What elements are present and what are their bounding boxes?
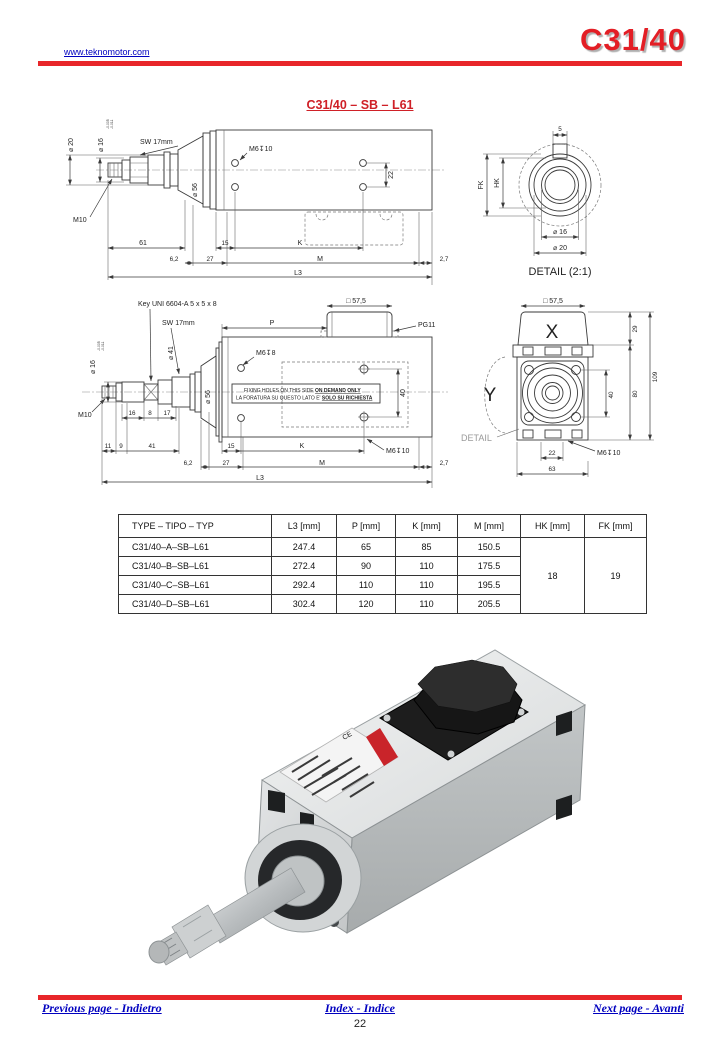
front-dim-80: 80	[632, 390, 639, 398]
side-m10-label: M10	[73, 217, 87, 224]
mid-m6-8: M6↧8	[256, 350, 276, 357]
mid-sw-label: SW 17mm	[162, 320, 195, 327]
mid-dim-62: 6,2	[183, 460, 193, 467]
side-view-drawing	[55, 118, 460, 290]
mid-sq57: □ 57,5	[346, 298, 366, 305]
mid-dia41: ⌀ 41	[168, 346, 175, 360]
front-dim-109: 109	[652, 371, 659, 383]
mid-m6-10: M6↧10	[386, 448, 410, 455]
mid-dim-k: K	[299, 443, 305, 450]
table-row: C31/40–B–SB–L61 272.4 90 110 175.5	[119, 557, 647, 576]
front-dim-40: 40	[608, 391, 615, 399]
spec-table	[118, 514, 647, 614]
mid-view-drawing	[55, 295, 460, 495]
col-k: K [mm]	[396, 515, 458, 538]
side-dia16: ⌀ 16	[98, 138, 105, 152]
drawing-title: C31/40 – SB – L61	[306, 98, 414, 112]
side-sw-label: SW 17mm	[140, 139, 173, 146]
mid-dim-27b: 2,7	[439, 460, 449, 467]
mid-dim-40: 40	[400, 389, 407, 397]
side-dim-27: 27	[206, 256, 214, 263]
detail-fk: FK	[478, 180, 485, 190]
spindle-shaft	[149, 824, 361, 965]
mid-m10: M10	[78, 412, 92, 419]
front-dim-63: 63	[548, 466, 556, 473]
side-dim-m: M	[317, 256, 323, 263]
mid-dim-41: 41	[148, 443, 156, 450]
col-p: P [mm]	[337, 515, 396, 538]
detail-view-drawing	[460, 118, 675, 290]
table-row: C31/40–D–SB–L61 302.4 120 110 205.5	[119, 595, 647, 614]
front-dim-29: 29	[632, 325, 639, 333]
col-hk: HK [mm]	[521, 515, 585, 538]
col-type: TYPE – TIPO – TYP	[119, 515, 272, 538]
front-view-drawing	[460, 295, 675, 495]
footer-rule	[38, 995, 682, 1000]
side-dim-k: K	[297, 240, 303, 247]
mid-dim-11: 11	[104, 443, 112, 450]
mid-key-label: Key UNI 6604-A 5 x 5 x 8	[138, 301, 217, 308]
mid-dia16: ⌀ 16	[90, 360, 97, 374]
site-link[interactable]: www.teknomotor.com	[64, 47, 150, 57]
mid-dim-27: 27	[222, 460, 230, 467]
side-dim-22: 22	[388, 171, 395, 179]
mid-tol-hi: -0.005	[97, 341, 101, 351]
mid-dim-8: 8	[148, 410, 152, 417]
mid-dim-m: M	[319, 460, 325, 467]
page-title: C31/40	[580, 22, 686, 57]
detail-dia20: ⌀ 20	[553, 245, 567, 252]
mid-dim-17: 17	[163, 410, 171, 417]
front-detail-label: DETAIL	[461, 433, 492, 443]
front-dim-22: 22	[548, 450, 556, 457]
fk-value: 19	[585, 538, 647, 614]
mid-dim-9: 9	[119, 443, 123, 450]
mid-dim-l3: L3	[256, 475, 264, 482]
mid-p: P	[269, 320, 275, 327]
mid-note-line1: FIXING HOLES ON THIS SIDE ON DEMAND ONLY	[244, 388, 361, 394]
mid-dia56: ⌀ 56	[205, 390, 212, 404]
hk-value: 18	[521, 538, 585, 614]
detail-caption: DETAIL (2:1)	[528, 266, 592, 278]
detail-dia16: ⌀ 16	[553, 229, 567, 236]
mid-tol-lo: -0.011	[101, 341, 105, 351]
side-dim-62: 6,2	[169, 256, 179, 263]
side-dim-l3: L3	[294, 270, 302, 277]
detail-hk: HK	[494, 178, 501, 188]
side-dim-15: 15	[221, 240, 229, 247]
side-dim-61: 61	[139, 240, 147, 247]
page-number: 22	[353, 1018, 367, 1030]
next-page-link[interactable]: Next page - Avanti	[593, 1001, 684, 1015]
col-m: M [mm]	[458, 515, 521, 538]
previous-page-link[interactable]: Previous page - Indietro	[42, 1001, 162, 1015]
detail-dim-5: 5	[558, 126, 562, 133]
col-l3: L3 [mm]	[272, 515, 337, 538]
side-tol-lo: -0.011	[110, 119, 114, 129]
mid-pg11: PG11	[418, 322, 436, 329]
mid-dim-15: 15	[227, 443, 235, 450]
side-dia56: ⌀ 56	[192, 183, 199, 197]
front-y-label: Y	[483, 385, 497, 406]
front-sq57: □ 57,5	[543, 298, 563, 305]
table-row: C31/40–C–SB–L61 292.4 110 110 195.5	[119, 576, 647, 595]
side-dim-27b: 2,7	[439, 256, 449, 263]
header-rule	[38, 61, 682, 66]
index-link[interactable]: Index - Indice	[325, 1001, 395, 1015]
front-m6-10: M6↧10	[597, 450, 621, 457]
mid-note-line2: LA FORATURA SU QUESTO LATO E' SOLO SU RICHIESTA	[236, 395, 373, 402]
table-row: C31/40–A–SB–L61 247.4 65 85 150.5 18 19	[119, 538, 647, 557]
table-header-row	[119, 515, 647, 538]
ce-mark: CE	[341, 730, 354, 742]
mid-dim-16: 16	[128, 410, 136, 417]
product-photo	[140, 630, 590, 975]
front-x-label: X	[545, 322, 559, 343]
side-m6-label: M6↧10	[249, 146, 273, 153]
side-dia20: ⌀ 20	[68, 138, 75, 152]
side-tol-hi: -0.005	[106, 119, 110, 129]
col-fk: FK [mm]	[585, 515, 647, 538]
